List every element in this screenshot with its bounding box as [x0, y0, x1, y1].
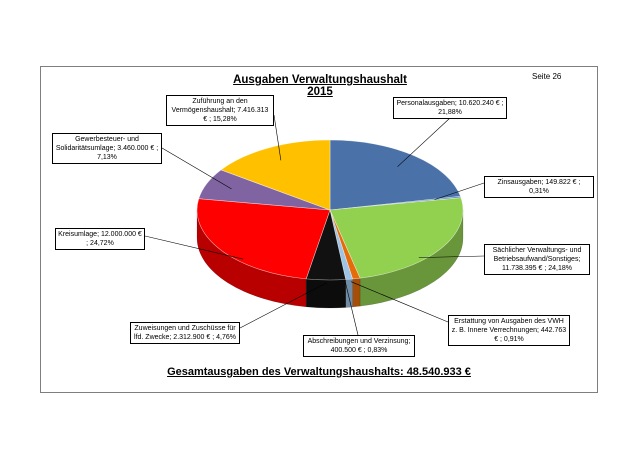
slice-label: Abschreibungen und Verzinsung; 400.500 € ; 0,83% — [303, 335, 415, 357]
slice-label: Zuführung an den Vermögenshaushalt; 7.416.313 € ; 15,28% — [166, 95, 274, 126]
slice-label: Personalausgaben; 10.620.240 € ; 21,88% — [393, 97, 507, 119]
slice-label: Sächlicher Verwaltungs- und Betriebsaufwand/Sonstiges; 11.738.395 € ; 24,18% — [484, 244, 590, 275]
leader-line-0 — [398, 118, 450, 167]
slice-label: Zuweisungen und Zuschüsse für lfd. Zwecke; 2.312.900 € ; 4,76% — [130, 322, 240, 344]
slice-label: Kreisumlage; 12.000.000 € ; 24,72% — [55, 228, 145, 250]
total-label: Gesamtausgaben des Verwaltungshaushalts: 48.540.933 € — [167, 366, 471, 378]
slice-side-4 — [346, 279, 353, 308]
page-label: Seite 26 — [532, 72, 562, 81]
slice-label: Zinsausgaben; 149.822 € ; 0,31% — [484, 176, 594, 198]
slice-label: Erstattung von Ausgaben des VWH z. B. Innere Verrechnungen; 442.763 € ; 0,91% — [448, 315, 570, 346]
leader-line-7 — [162, 148, 231, 189]
chart-title: Ausgaben Verwaltungshaushalt 2015 — [233, 74, 407, 98]
slice-label: Gewerbesteuer- und Solidaritätsumlage; 3.460.000 € ; 7,13% — [52, 133, 162, 164]
